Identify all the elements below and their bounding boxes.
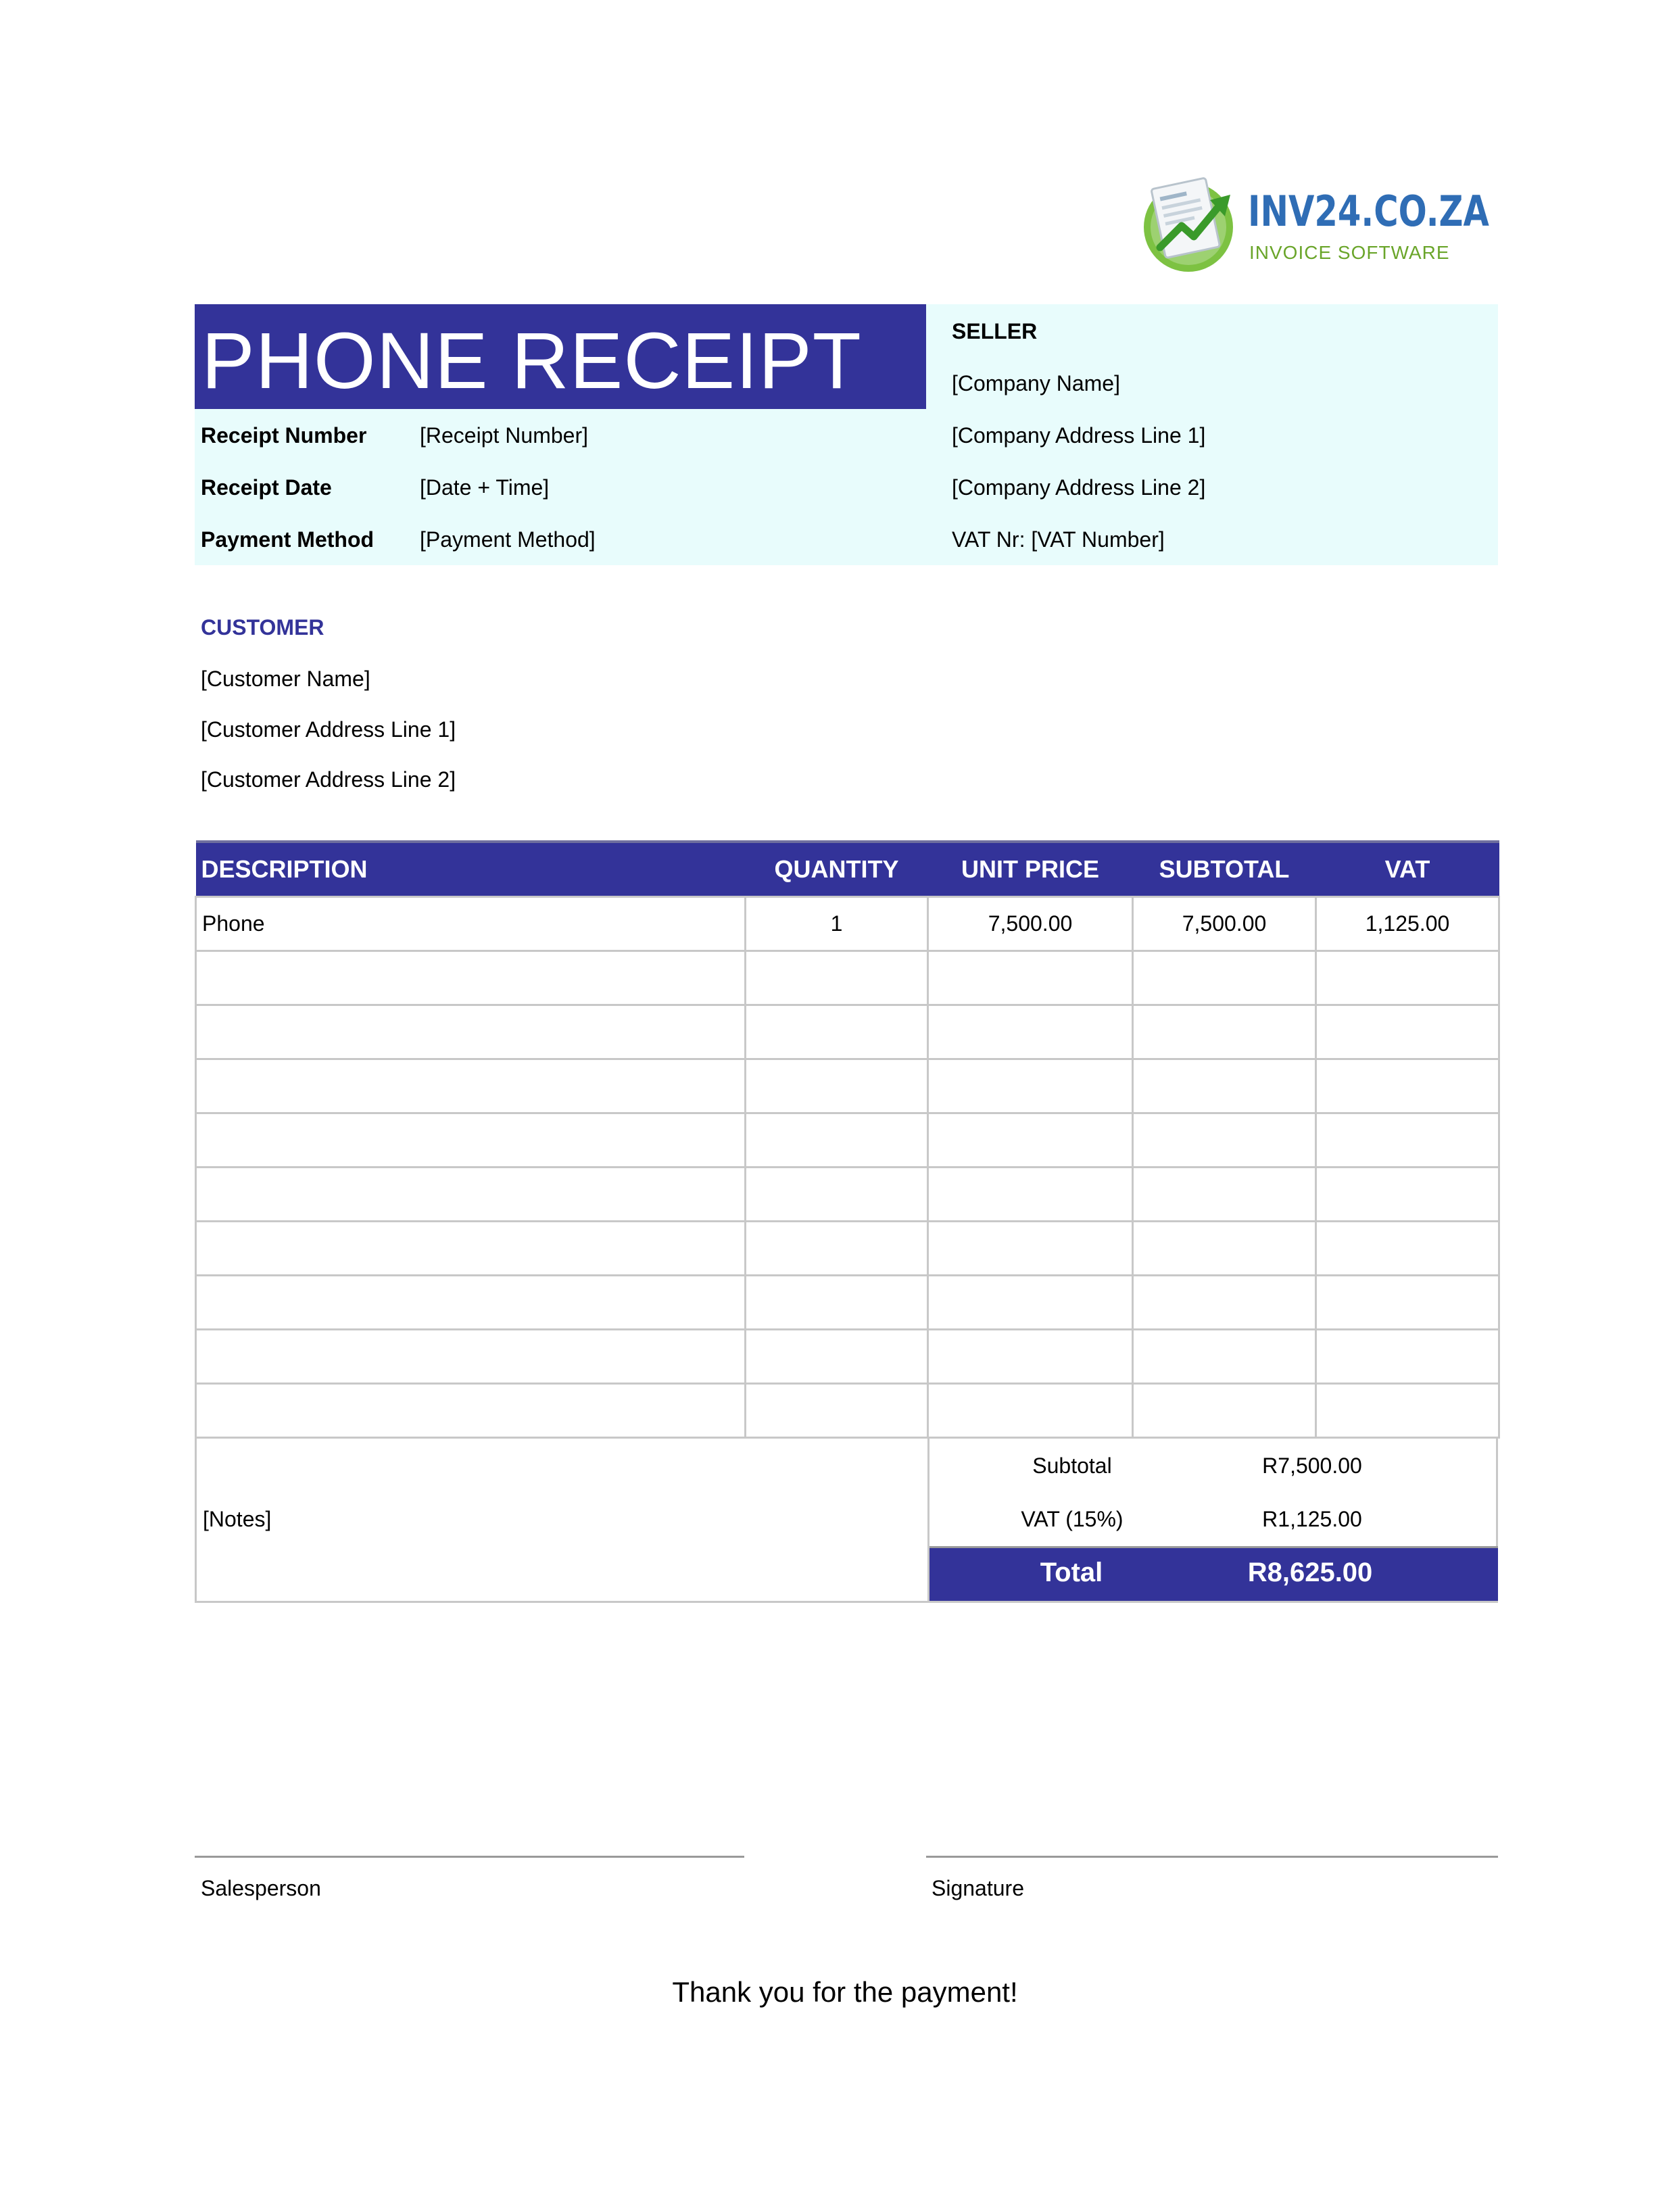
- cell-subtotal: [1133, 1113, 1316, 1168]
- column-header-description: DESCRIPTION: [196, 842, 746, 897]
- cell-unit-price: [928, 1384, 1133, 1438]
- vat-value: R1,125.00: [1262, 1507, 1362, 1531]
- cell-unit-price: [928, 1276, 1133, 1330]
- cell-unit-price: [928, 1330, 1133, 1384]
- table-row: [196, 1222, 1499, 1276]
- seller-company-name: [Company Name]: [952, 371, 1120, 395]
- cell-description: [196, 1384, 746, 1438]
- cell-quantity: [746, 1059, 928, 1113]
- cell-description: [196, 1005, 746, 1059]
- cell-vat: [1316, 1168, 1499, 1222]
- line-items-table: [195, 840, 1500, 1439]
- table-header-row: [196, 842, 1499, 897]
- title-banner: [195, 304, 926, 409]
- table-row: [196, 1059, 1499, 1113]
- cell-vat: [1316, 1330, 1499, 1384]
- cell-vat: 1,125.00: [1316, 897, 1499, 951]
- cell-description: Phone: [196, 897, 746, 951]
- total-label: Total: [1040, 1558, 1103, 1587]
- cell-unit-price: [928, 1222, 1133, 1276]
- brand-tagline: INVOICE SOFTWARE: [1249, 242, 1450, 263]
- cell-quantity: [746, 1168, 928, 1222]
- page-title: PHONE RECEIPT: [201, 316, 862, 406]
- customer-address-line-2: [Customer Address Line 2]: [201, 767, 456, 792]
- cell-subtotal: [1133, 951, 1316, 1005]
- column-header-unit-price: UNIT PRICE: [928, 842, 1133, 897]
- receipt-date-value: [Date + Time]: [420, 475, 550, 500]
- cell-quantity: [746, 1330, 928, 1384]
- total-value: R8,625.00: [1247, 1558, 1373, 1587]
- table-row: [196, 1384, 1499, 1438]
- cell-description: [196, 1222, 746, 1276]
- cell-description: [196, 1059, 746, 1113]
- cell-subtotal: [1133, 1276, 1316, 1330]
- column-header-quantity: QUANTITY: [746, 842, 928, 897]
- cell-vat: [1316, 951, 1499, 1005]
- cell-quantity: [746, 951, 928, 1005]
- column-header-subtotal: SUBTOTAL: [1133, 842, 1316, 897]
- salesperson-label: Salesperson: [201, 1876, 321, 1900]
- cell-subtotal: [1133, 1384, 1316, 1438]
- cell-quantity: [746, 1276, 928, 1330]
- cell-vat: [1316, 1113, 1499, 1168]
- column-header-vat: VAT: [1316, 842, 1499, 897]
- receipt-date-label: Receipt Date: [201, 475, 332, 500]
- cell-unit-price: [928, 1059, 1133, 1113]
- total-bar: [929, 1546, 1498, 1601]
- seller-vat-number: VAT Nr: [VAT Number]: [952, 527, 1165, 552]
- cell-vat: [1316, 1059, 1499, 1113]
- cell-description: [196, 1168, 746, 1222]
- salesperson-line: [195, 1856, 744, 1858]
- table-row: [196, 1113, 1499, 1168]
- cell-unit-price: 7,500.00: [928, 897, 1133, 951]
- cell-quantity: [746, 1113, 928, 1168]
- cell-subtotal: [1133, 1168, 1316, 1222]
- cell-unit-price: [928, 951, 1133, 1005]
- cell-vat: [1316, 1384, 1499, 1438]
- cell-vat: [1316, 1005, 1499, 1059]
- subtotal-label: Subtotal: [1032, 1453, 1112, 1478]
- customer-address-line-1: [Customer Address Line 1]: [201, 717, 456, 742]
- receipt-number-label: Receipt Number: [201, 423, 367, 448]
- notes-text: [Notes]: [203, 1507, 272, 1531]
- cell-description: [196, 951, 746, 1005]
- brand-name: INV24.CO.ZA: [1248, 187, 1489, 236]
- cell-description: [196, 1330, 746, 1384]
- brand-logo: [1140, 174, 1489, 276]
- cell-subtotal: 7,500.00: [1133, 897, 1316, 951]
- cell-description: [196, 1276, 746, 1330]
- seller-address-line-1: [Company Address Line 1]: [952, 423, 1206, 448]
- cell-vat: [1316, 1222, 1499, 1276]
- cell-subtotal: [1133, 1005, 1316, 1059]
- payment-method-label: Payment Method: [201, 527, 375, 552]
- table-row: [196, 1005, 1499, 1059]
- cell-unit-price: [928, 1113, 1133, 1168]
- cell-quantity: [746, 1384, 928, 1438]
- table-row: [196, 951, 1499, 1005]
- seller-address-line-2: [Company Address Line 2]: [952, 475, 1206, 500]
- invoice-chart-logo-icon: [1140, 174, 1241, 276]
- table-row: [196, 1168, 1499, 1222]
- table-row: [196, 897, 1499, 951]
- cell-quantity: [746, 1005, 928, 1059]
- cell-subtotal: [1133, 1059, 1316, 1113]
- cell-description: [196, 1113, 746, 1168]
- payment-method-value: [Payment Method]: [420, 527, 596, 552]
- summary-section: [195, 1438, 1498, 1603]
- cell-subtotal: [1133, 1330, 1316, 1384]
- table-row: [196, 1330, 1499, 1384]
- cell-quantity: [746, 1222, 928, 1276]
- cell-quantity: 1: [746, 897, 928, 951]
- table-row: [196, 1276, 1499, 1330]
- customer-heading: CUSTOMER: [201, 615, 324, 640]
- thank-you-message: Thank you for the payment!: [672, 1976, 1018, 2008]
- cell-unit-price: [928, 1168, 1133, 1222]
- cell-subtotal: [1133, 1222, 1316, 1276]
- cell-vat: [1316, 1276, 1499, 1330]
- subtotal-value: R7,500.00: [1262, 1453, 1362, 1478]
- customer-name: [Customer Name]: [201, 667, 370, 691]
- signature-label: Signature: [932, 1876, 1024, 1900]
- seller-heading: SELLER: [952, 319, 1038, 343]
- receipt-number-value: [Receipt Number]: [420, 423, 588, 448]
- signature-line: [926, 1856, 1498, 1858]
- vat-label: VAT (15%): [1021, 1507, 1124, 1531]
- cell-unit-price: [928, 1005, 1133, 1059]
